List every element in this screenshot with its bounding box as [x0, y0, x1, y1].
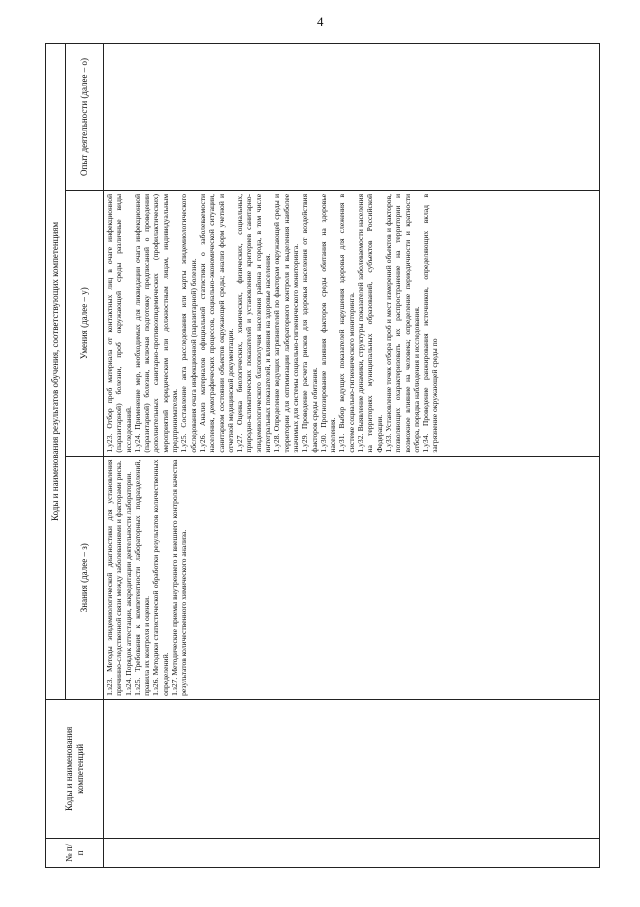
skill-item: 1.у30. Прогнозирование влияния факторов среды обитания на здоровье населения. — [318, 193, 338, 453]
cell-experience — [104, 44, 600, 191]
skill-item: 1.у33. Установление точек отбора проб и мест измерений объектов и факторов, позволяющих охарактеризовать их распространение на территории и возможное влияние на человека; определение периодичности и кратности отбора, порядка наблюдения и исследования. — [383, 193, 421, 453]
cell-competence — [104, 699, 600, 838]
header-number: № п/п — [46, 838, 104, 867]
knowledge-item: 1.з24. Порядок аттестации, аккредитации деятельности лаборатории. — [123, 471, 133, 696]
skill-item: 1.у29. Проведение расчета рисков для здоровья населения от воздействия факторов среды обитания. — [300, 193, 319, 453]
skill-item: 1.у27. Оценка биологических, химических, физических, социальных, природно-климатических показателей и установление критериев санитарно-эпидемиологического благополучия населения района и города, в том числе интегральных показателей, и влияния на здоровье населения. — [235, 193, 273, 453]
skill-item: 1.у32. Выявление динамики, структуры показателей заболеваемости населения на территориях муниципальных образований, субъектов Российской Федерации. — [356, 193, 384, 453]
knowledge-item: 1.з26. Методики статистической обработки результатов количественных определений. — [151, 459, 170, 696]
knowledge-item: 1.з23. Методы эпидемиологической диагностики для установления причинно-следственной связи между заболеваниями и факторами риска. — [105, 459, 124, 696]
skill-item: 1.у24. Применение мер, необходимых для ликвидации очага инфекционной (паразитарной) болезни, включая подготовку предписаний о проведении дополнительных санитарно-противоэпидемических (профилактических) мероприятий юридическим или должностным лицам, индивидуальным предпринимателям. — [132, 193, 180, 453]
page-number: 4 — [317, 14, 324, 29]
header-skills: Умения (далее – у) — [66, 190, 104, 456]
knowledge-item: 1.з27. Методические приемы внутреннего и внешнего контроля качества результатов количественного химического анализа. — [170, 459, 189, 696]
skill-item: 1.у34. Проведение ранжирования источников, определяющих вклад в загрязнение окружающей среды по — [421, 193, 440, 453]
skill-item: 1.у28. Определение ведущих загрязнителей по факторам окружающей среды и территории для оптимизации лабораторного контроля и выделения наиболее значимых для системы социально-гигиенического мониторинга. — [272, 193, 300, 453]
header-knowledge: Знания (далее – з) — [66, 456, 104, 699]
cell-skills — [104, 190, 600, 456]
competence-table — [45, 43, 600, 868]
knowledge-item: 1.з25. Требования к компетентности лабораторных подразделений, правила их контроля и оценки. — [132, 459, 152, 696]
header-experience: Опыт деятельности (далее – о) — [66, 44, 104, 191]
skill-item: 1.у31. Выбор ведущих показателей нарушения здоровья для слежения в системе социально-гигиенического мониторинга. — [337, 193, 356, 453]
skill-item: 1.у26. Анализ материалов официальной статистики о заболеваемости населения, демографических процессов, социально-экономической ситуации, санитарном состоянии объектов окружающей среды; анализ форм учетной и отчетной медицинской документации. — [197, 193, 235, 453]
cell-number — [104, 838, 600, 867]
cell-knowledge — [104, 456, 600, 699]
rotated-table-sheet — [45, 43, 600, 868]
header-competence: Коды и наименования компетенций — [46, 699, 104, 838]
skill-item: 1.у25. Составление акта расследования или карты эпидемиологического обследования очага инфекционной (паразитарной) болезни. — [179, 193, 198, 453]
header-results-group: Коды и наименования результатов обучения, соответствующих компетенциям — [46, 44, 66, 700]
skill-item: 1.у23. Отбор проб материала от контактных лиц в очаге инфекционной (паразитарной) болезни, проб окружающей среды различные виды исследований. — [105, 193, 133, 453]
